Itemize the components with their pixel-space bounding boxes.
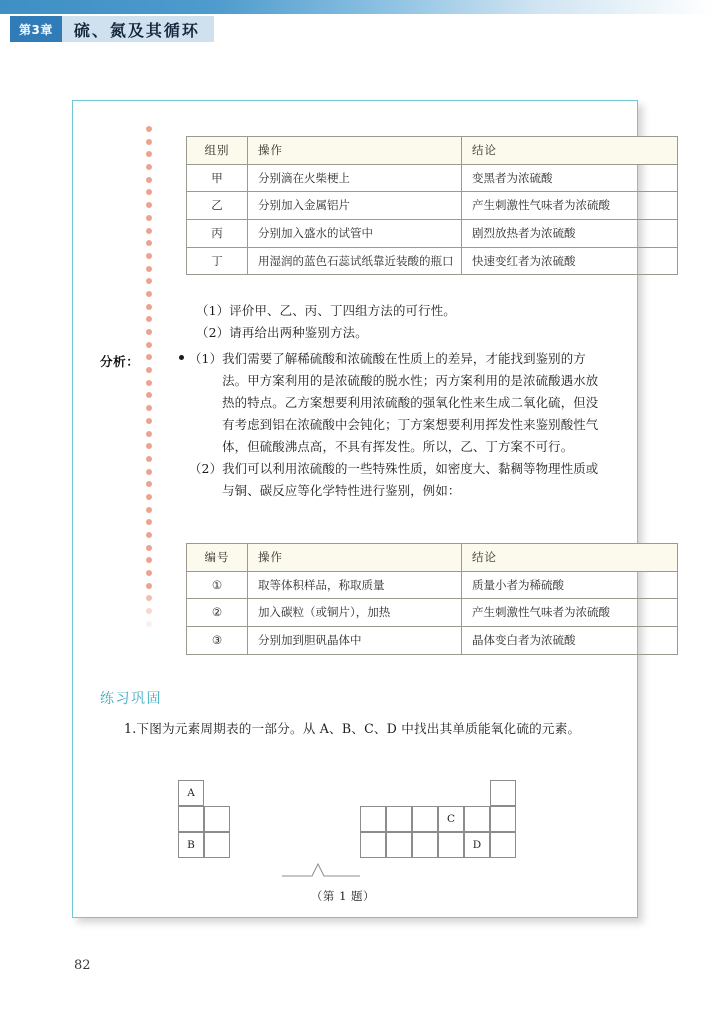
col-header-conclusion: 结论 [462, 137, 678, 165]
rail-dot [146, 545, 152, 551]
rail-dot [146, 164, 152, 170]
periodic-cell-empty [464, 806, 490, 832]
experiment-table-1 [186, 136, 678, 275]
bullet-icon [179, 355, 184, 360]
cell-conclusion: 剧烈放热者为浓硫酸 [462, 220, 678, 248]
table-row [187, 220, 678, 248]
table-header-row [187, 137, 678, 165]
rail-dot [146, 291, 152, 297]
diagram-caption: （第 1 题） [310, 889, 376, 903]
analysis-item [189, 458, 607, 502]
col-header-number: 编号 [187, 544, 248, 572]
periodic-cell-b: B [178, 832, 204, 858]
cell-operation: 取等体积样品，称取质量 [248, 571, 462, 599]
periodic-cell-empty [412, 806, 438, 832]
question-item: （1）评价甲、乙、丙、丁四组方法的可行性。 [196, 303, 456, 318]
rail-dot [146, 367, 152, 373]
rail-dot [146, 151, 152, 157]
rail-dot [146, 481, 152, 487]
cell-conclusion: 产生刺激性气味者为浓硫酸 [462, 192, 678, 220]
periodic-cell-empty [360, 806, 386, 832]
table-row [187, 164, 678, 192]
analysis-item-number: （2） [189, 461, 223, 477]
analysis-body [189, 348, 607, 503]
practice-question-1: 1.下图为元素周期表的一部分。从 A、B、C、D 中找出其单质能氧化硫的元素。 [124, 721, 581, 736]
periodic-cell-empty [490, 832, 516, 858]
cell-index: 丙 [187, 220, 248, 248]
rail-dot [146, 570, 152, 576]
rail-dot [146, 494, 152, 500]
table-row [187, 192, 678, 220]
rail-dot [146, 532, 152, 538]
periodic-cell-empty [386, 832, 412, 858]
table-row [187, 627, 678, 655]
analysis-item [189, 348, 607, 458]
rail-dot [146, 240, 152, 246]
header-gradient-band [0, 0, 714, 14]
rail-dot [146, 608, 152, 614]
rail-dot [146, 177, 152, 183]
cell-conclusion: 变黑者为浓硫酸 [462, 164, 678, 192]
rail-dot [146, 329, 152, 335]
rail-dot [146, 380, 152, 386]
practice-section-heading: 练习巩固 [100, 691, 162, 707]
experiment-table-2 [186, 543, 678, 655]
dotted-rail-decoration [146, 126, 154, 638]
table-row [187, 247, 678, 275]
rail-dot [146, 443, 152, 449]
cell-index: ③ [187, 627, 248, 655]
cell-index: 丁 [187, 247, 248, 275]
cell-conclusion: 产生刺激性气味者为浓硫酸 [462, 599, 678, 627]
table-header-row [187, 544, 678, 572]
rail-dot [146, 215, 152, 221]
rail-dot [146, 126, 152, 132]
table-row [187, 571, 678, 599]
periodic-cell-empty [412, 832, 438, 858]
cell-index: 乙 [187, 192, 248, 220]
periodic-cell-empty [438, 832, 464, 858]
rail-dot [146, 431, 152, 437]
cell-index: ① [187, 571, 248, 599]
cell-operation: 分别加入盛水的试管中 [248, 220, 462, 248]
rail-dot [146, 507, 152, 513]
cell-index: 甲 [187, 164, 248, 192]
cell-conclusion: 质量小者为稀硫酸 [462, 571, 678, 599]
table-row [187, 599, 678, 627]
cell-operation: 用湿润的蓝色石蕊试纸靠近装酸的瓶口 [248, 247, 462, 275]
chapter-title: 硫、氮及其循环 [62, 16, 214, 42]
rail-dot [146, 392, 152, 398]
rail-dot [146, 354, 152, 360]
chapter-number-tag: 第3章 [10, 16, 62, 42]
chapter-header [10, 16, 214, 42]
periodic-cell-empty [204, 832, 230, 858]
col-header-group: 组别 [187, 137, 248, 165]
cell-conclusion: 快速变红者为浓硫酸 [462, 247, 678, 275]
rail-dot [146, 266, 152, 272]
rail-dot [146, 342, 152, 348]
periodic-cell-a: A [178, 780, 204, 806]
rail-dot [146, 278, 152, 284]
rail-dot [146, 621, 152, 627]
analysis-item-text: 我们可以利用浓硫酸的一些特殊性质，如密度大、黏稠等物理性质或与铜、碳反应等化学特性进行鉴别，例如： [222, 461, 599, 499]
cell-operation: 加入碳粒（或铜片），加热 [248, 599, 462, 627]
rail-dot [146, 418, 152, 424]
rail-dot [146, 469, 152, 475]
cell-operation: 分别滴在火柴梗上 [248, 164, 462, 192]
rail-dot [146, 316, 152, 322]
rail-dot [146, 304, 152, 310]
rail-dot [146, 202, 152, 208]
cell-index: ② [187, 599, 248, 627]
periodic-cell-c: C [438, 806, 464, 832]
periodic-cell-empty [360, 832, 386, 858]
rail-dot [146, 228, 152, 234]
question-list [196, 300, 606, 343]
periodic-cell-empty [490, 806, 516, 832]
diagram-break-line-icon [282, 854, 360, 878]
rail-dot [146, 139, 152, 145]
rail-dot [146, 519, 152, 525]
rail-dot [146, 583, 152, 589]
col-header-operation: 操作 [248, 137, 462, 165]
col-header-operation: 操作 [248, 544, 462, 572]
rail-dot [146, 595, 152, 601]
periodic-cell-empty [178, 806, 204, 832]
periodic-cell-empty [204, 806, 230, 832]
analysis-item-number: （1） [189, 351, 223, 366]
cell-operation: 分别加入金属铝片 [248, 192, 462, 220]
periodic-cell-d: D [464, 832, 490, 858]
question-item: （2）请再给出两种鉴别方法。 [196, 324, 368, 340]
analysis-label: 分析： [100, 354, 140, 369]
rail-dot [146, 189, 152, 195]
rail-dot [146, 253, 152, 259]
cell-conclusion: 晶体变白者为浓硫酸 [462, 627, 678, 655]
analysis-item-text: 我们需要了解稀硫酸和浓硫酸在性质上的差异，才能找到鉴别的方法。甲方案利用的是浓硫酸的脱水性；丙方案利用的是浓硫酸遇水放热的特点。乙方案想要利用浓硫酸的强氧化性来生成二氧化硫，但没有考虑到铝在浓硫酸中会钝化；丁方案想要利用挥发性来鉴别酸性气体，但硫酸沸点高，不具有挥发性。所以，乙、丁方案不可行。 [222, 351, 599, 455]
rail-dot [146, 405, 152, 411]
col-header-conclusion: 结论 [462, 544, 678, 572]
periodic-cell-empty [386, 806, 412, 832]
cell-operation: 分别加到胆矾晶体中 [248, 627, 462, 655]
periodic-cell-empty [490, 780, 516, 806]
periodic-table-diagram [178, 780, 508, 885]
rail-dot [146, 557, 152, 563]
rail-dot [146, 456, 152, 462]
page-number: 82 [74, 958, 91, 973]
